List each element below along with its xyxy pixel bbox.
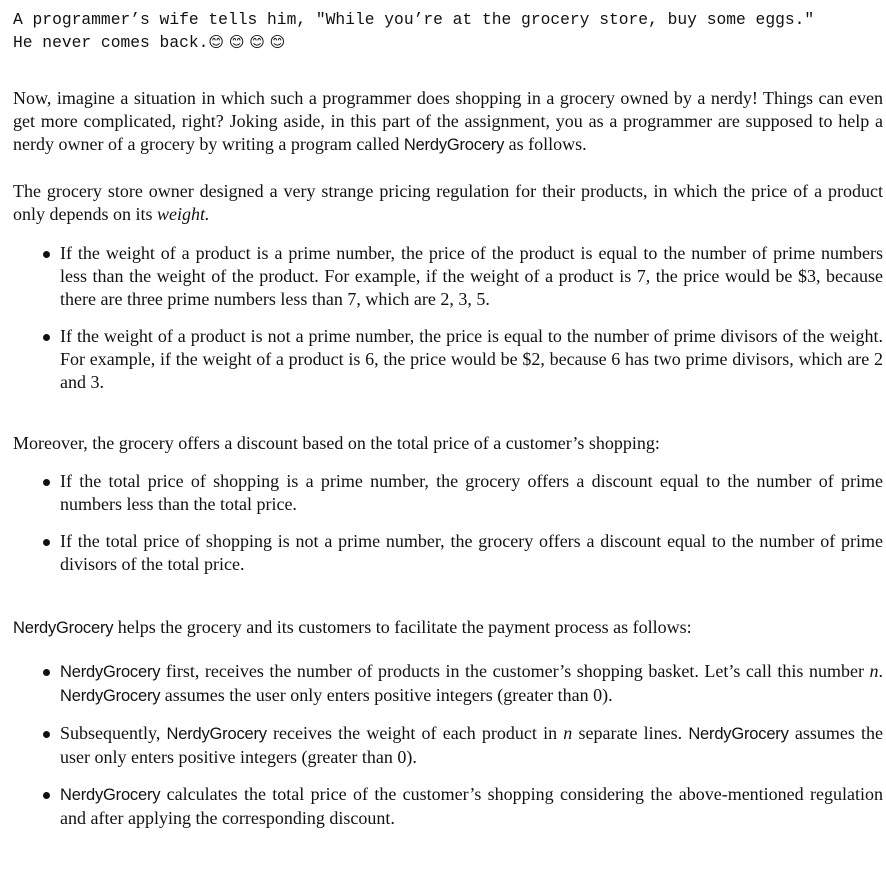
discount-intro: Moreover, the grocery offers a discount based on the total price of a customer’s shopping:	[13, 433, 660, 453]
intro-paragraph	[13, 87, 883, 157]
intro-text-2: as follows.	[504, 134, 587, 154]
program-name: NerdyGrocery	[60, 687, 161, 705]
variable-n: n	[563, 723, 573, 743]
pricing-rules-list	[13, 242, 883, 394]
program-name: NerdyGrocery	[403, 136, 505, 154]
smiley-emoji-icons: 😊 😊 😊 😊	[208, 33, 286, 51]
discount-rule-not-prime: If the total price of shopping is not a prime number, the grocery offers a discount equal to the number of prime divisors of the total price.	[13, 530, 883, 576]
variable-n: n	[869, 661, 879, 681]
process-steps-list	[13, 660, 883, 830]
process-step-weights	[13, 722, 883, 769]
joke-line-1: A programmer’s wife tells him, "While you’re at the grocery store, buy some eggs."	[13, 10, 815, 29]
program-name: NerdyGrocery	[13, 619, 114, 637]
pricing-rule-not-prime: If the weight of a product is not a prime number, the price is equal to the number of prime divisors of the weight. For example, if the weight of a product is 6, the price would be $2, because 6 has two prime divisors, which are 2 and 3.	[13, 325, 883, 394]
step-text: first, receives the number of products in the customer’s shopping basket. Let’s call this number	[160, 661, 870, 681]
pricing-intro-text: The grocery store owner designed a very strange pricing regulation for their products, in which the price of a product only depends on its	[13, 181, 883, 224]
intro-text-1: Now, imagine a situation in which such a programmer does shopping in a grocery owned by a nerdy! Things can even get more complicated, right? Joking aside, in this part of the assignment, you as a programmer are supposed to help a nerdy owner of a grocery by writing a program called	[13, 88, 883, 154]
weight-emphasis: weight.	[157, 204, 210, 224]
process-intro-text: helps the grocery and its customers to facilitate the payment process as follows:	[113, 617, 692, 637]
process-step-calculate	[13, 783, 883, 830]
joke-line-2-text: He never comes back.	[13, 33, 209, 52]
step-text: separate lines.	[572, 723, 689, 743]
program-name: NerdyGrocery	[60, 786, 161, 804]
discount-rules-list	[13, 470, 883, 576]
pricing-rule-prime: If the weight of a product is a prime number, the price of the product is equal to the number of prime numbers less than the weight of the product. For example, if the weight of a product is 7, the price would be $3, because there are three prime numbers less than 7, which are 2, 3, 5.	[13, 242, 883, 311]
step-text: .	[878, 661, 883, 681]
discount-rule-prime: If the total price of shopping is a prime number, the grocery offers a discount equal to the number of prime numbers less than the total price.	[13, 470, 883, 516]
step-text: assumes the user only enters positive integers (greater than 0).	[60, 723, 884, 767]
joke-line-2	[13, 31, 883, 54]
process-step-count	[13, 660, 883, 708]
step-text: calculates the total price of the customer’s shopping considering the above-mentioned regulation and after applying the corresponding discount.	[60, 784, 883, 828]
step-text: assumes the user only enters positive integers (greater than 0).	[160, 685, 613, 705]
process-intro	[13, 616, 883, 640]
program-name: NerdyGrocery	[688, 725, 789, 743]
program-name: NerdyGrocery	[166, 725, 267, 743]
program-name: NerdyGrocery	[60, 663, 161, 681]
pricing-intro	[13, 180, 883, 226]
step-text: Subsequently,	[60, 723, 167, 743]
step-text: receives the weight of each product in	[266, 723, 564, 743]
